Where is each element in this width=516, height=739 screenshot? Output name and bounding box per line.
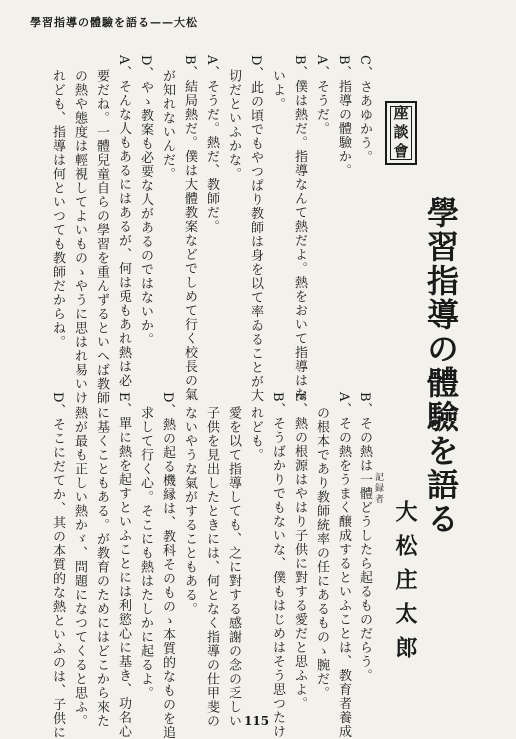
- text-column: D、そこにだてか、其の本質的な熱といふのは、子供に: [50, 392, 65, 739]
- text-column: の熱や態度は輕視してよいものゝやうに思はれ易いけ: [72, 55, 87, 405]
- text-column: B、僕は熱だ。指導なんて熱だよ。熱をおいて指導はな: [292, 55, 307, 402]
- text-column: ないやうな氣がすることもある。: [182, 392, 197, 616]
- text-column: D、やゝ教案も必要な人があるのではないか。: [138, 55, 153, 347]
- text-column: D、此の頃でもやつぱり教師は身を以て率ゐることが大: [248, 55, 263, 403]
- section-label: 座談會: [385, 101, 417, 165]
- recorder-label: 記録者: [373, 472, 383, 505]
- text-column: B、そうばかりでもないな、僕もはじめはそう思つたけ: [270, 392, 285, 739]
- text-column: に基くこともある。が教育のためにはどこから來た: [94, 392, 109, 728]
- text-column: 熱が最も正しい熱かゞ、問題になつてくると思ふ。: [72, 392, 87, 728]
- text-column: が知れないんだ。: [160, 55, 175, 181]
- text-column: 切だといふかな。: [226, 55, 241, 181]
- text-column: B、その熱は一體どうしたら起るものだらう。: [357, 392, 372, 683]
- text-column: B、指導の體驗か。: [336, 55, 351, 178]
- text-column: A、そうだ。熱だ、教師だ。: [204, 55, 219, 234]
- text-column: A、そうだ。: [314, 55, 329, 136]
- text-column: いよ。: [270, 55, 285, 111]
- text-column: 子供を見出したときには、何となく指導の仕甲斐の: [204, 392, 219, 728]
- text-column: の根本であり教師統率の任にあるものゝ腕だ。: [314, 392, 329, 700]
- author-name: 大松庄太郎: [392, 500, 418, 670]
- running-header: 學習指導の體驗を語る——大松: [30, 16, 198, 29]
- page-number: 115: [244, 714, 270, 728]
- text-column: B、結局熱だ。僕は大體教案などでしめて行く校長の氣: [182, 55, 197, 402]
- text-column: D、熱の起る機縁は、教科そのものゝ本質的なものを追: [160, 392, 175, 739]
- text-column: れども。: [248, 392, 263, 462]
- text-column: E、單に熱を起すといふことには利慾心に基き、功名心: [116, 392, 131, 739]
- text-column: れども、指導は何といつても教師だからね。: [50, 55, 65, 349]
- text-column: A、そんな人もあるにはあるが、何は兎もあれ熱は必: [116, 55, 131, 388]
- text-column: C、さあゆかう。: [357, 55, 372, 164]
- text-column: 要だね。一體兒童自らの學習を重んずるといへば教師: [94, 55, 109, 405]
- text-column: E、熱の根源はやはり子供に對する愛だと思ふよ。: [292, 392, 307, 711]
- text-column: 求して行く心。そこにも熱はたしかに起るよ。: [138, 392, 153, 700]
- article-title: 學習指導の體驗を語る: [422, 196, 460, 536]
- text-column: A、その熱をうまく醸成するといふことは、教育者養成: [336, 392, 351, 739]
- text-column: 愛を以て指導しても、之に對する感謝の念の乏しい: [226, 392, 241, 728]
